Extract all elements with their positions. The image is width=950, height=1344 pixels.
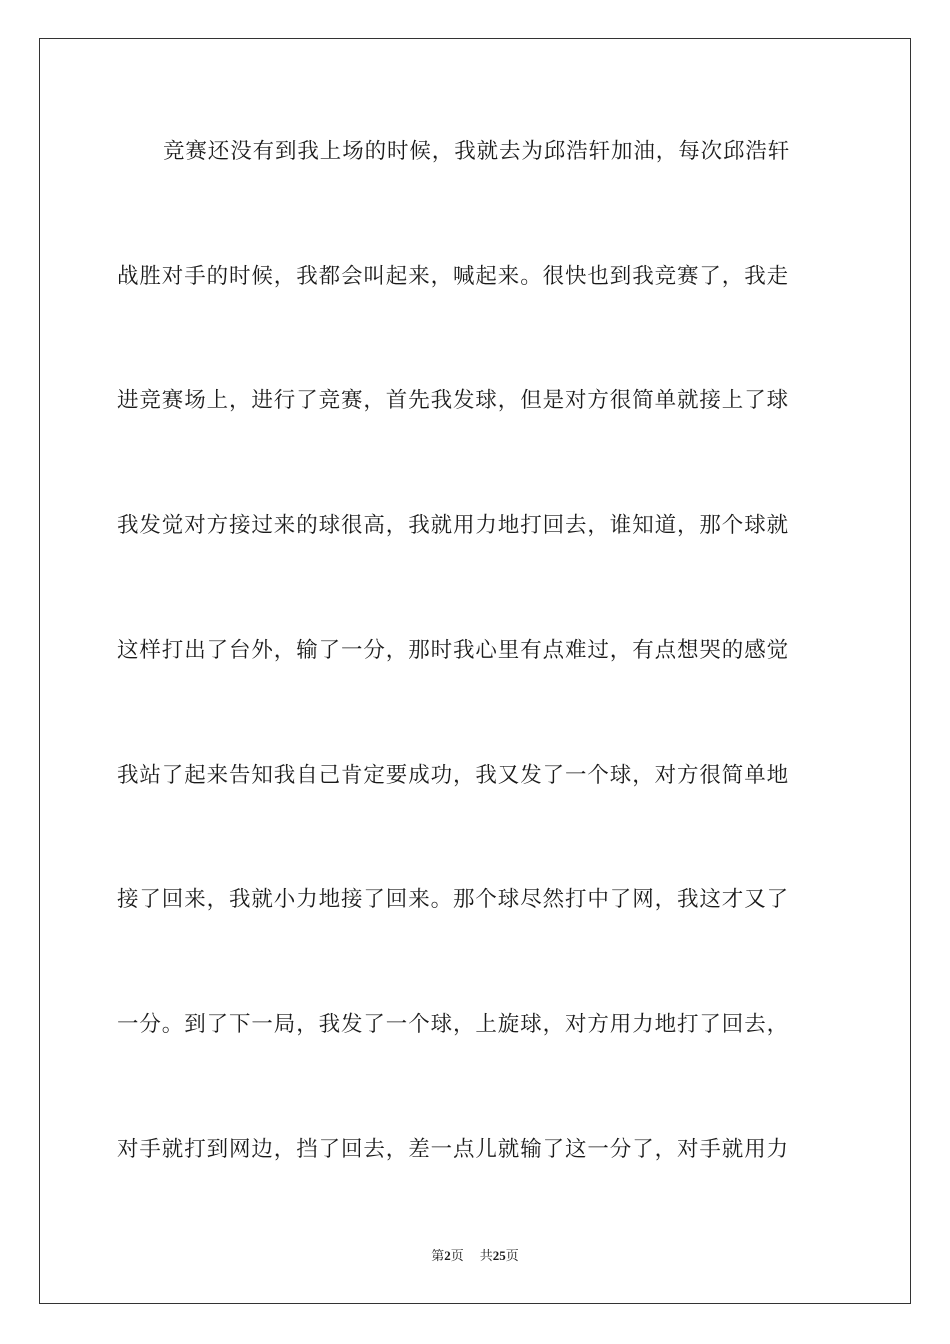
page-border — [39, 38, 911, 1304]
total-suffix: 页 — [505, 1248, 519, 1263]
body-text-line-3: 进竞赛场上，进行了竞赛，首先我发球，但是对方很简单就接上了球 — [117, 388, 790, 413]
page-suffix: 页 — [450, 1248, 464, 1263]
body-text-line-7: 接了回来，我就小力地接了回来。那个球尽然打中了网，我这才又了 — [117, 887, 790, 912]
body-text-line-6: 我站了起来告知我自己肯定要成功，我又发了一个球，对方很简单地 — [117, 763, 790, 788]
body-text-line-9: 对手就打到网边，挡了回去，差一点儿就输了这一分了，对手就用力 — [117, 1137, 790, 1162]
total-pages: 25 — [492, 1248, 506, 1263]
total-prefix: 共 — [479, 1248, 493, 1263]
page-number: 2 — [444, 1248, 451, 1263]
page-footer — [0, 1247, 950, 1265]
body-text-line-5: 这样打出了台外，输了一分，那时我心里有点难过，有点想哭的感觉 — [117, 638, 790, 663]
body-text-line-8: 一分。到了下一局，我发了一个球，上旋球，对方用力地打了回去， — [117, 1012, 790, 1037]
page-prefix: 第 — [431, 1248, 445, 1263]
body-text-line-1: 竞赛还没有到我上场的时候，我就去为邱浩轩加油，每次邱浩轩 — [163, 139, 791, 164]
body-text-line-2: 战胜对手的时候，我都会叫起来，喊起来。很快也到我竞赛了，我走 — [117, 264, 790, 289]
body-text-line-4: 我发觉对方接过来的球很高，我就用力地打回去，谁知道，那个球就 — [117, 513, 790, 538]
